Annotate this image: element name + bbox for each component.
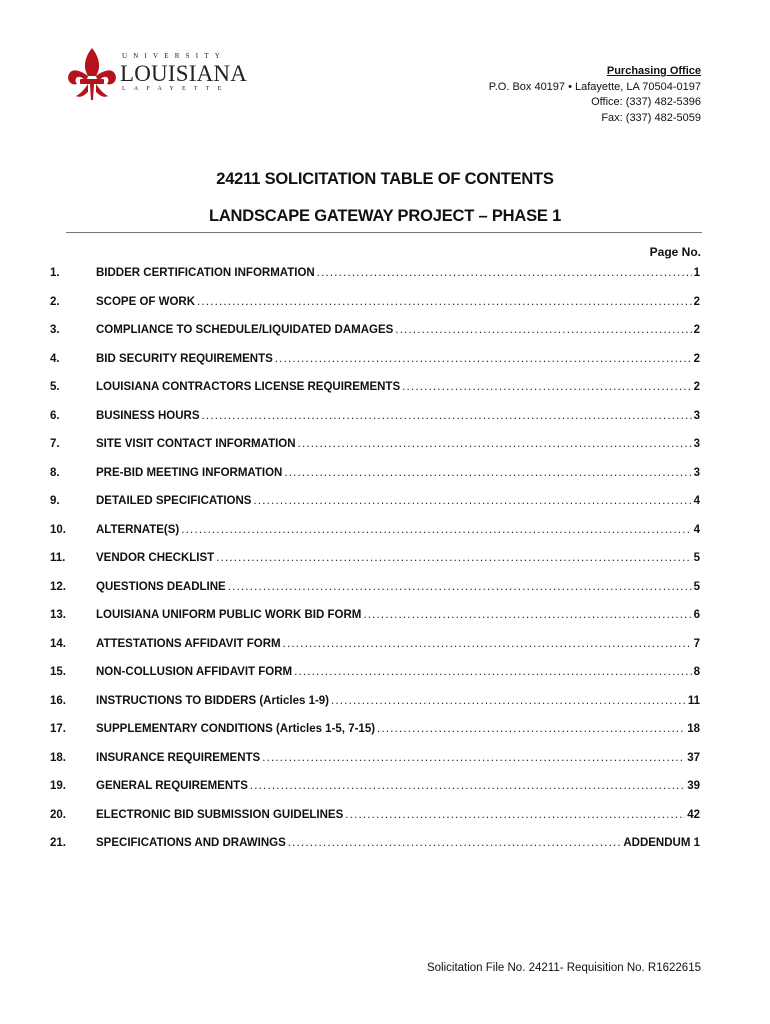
- toc-entry-page: 37: [687, 751, 700, 764]
- toc-entry-line: [96, 381, 700, 393]
- toc-dot-leader: [181, 524, 691, 536]
- toc-entry: [0, 377, 770, 397]
- toc-entry-number: 17.: [50, 723, 66, 735]
- toc-dot-leader: [395, 324, 691, 336]
- toc-dot-leader: [250, 780, 685, 792]
- toc-entry-label: SUPPLEMENTARY CONDITIONS (Articles 1-5, 7-15): [96, 723, 376, 735]
- toc-entry-number: 2.: [50, 295, 60, 308]
- toc-dot-leader: [377, 723, 685, 735]
- toc-entry: [0, 662, 770, 682]
- toc-entry: [0, 719, 770, 739]
- toc-dot-leader: [283, 638, 692, 650]
- toc-entry-number: 9.: [50, 495, 60, 507]
- toc-entry-line: [96, 780, 700, 792]
- toc-dot-leader: [202, 410, 692, 422]
- toc-entry-page: 5: [693, 552, 700, 564]
- toc-dot-leader: [331, 695, 686, 707]
- toc-entry-page: 4: [693, 495, 700, 507]
- toc-entry-number: 19.: [50, 780, 66, 792]
- document-subtitle: LANDSCAPE GATEWAY PROJECT – PHASE 1: [208, 207, 562, 225]
- title-divider: [66, 232, 702, 233]
- toc-entry: [0, 349, 770, 369]
- toc-dot-leader: [197, 296, 692, 308]
- toc-entry-label: BIDDER CERTIFICATION INFORMATION: [96, 267, 315, 279]
- toc-entry-line: [96, 296, 700, 308]
- toc-entry: [0, 320, 770, 340]
- toc-entry-number: 14.: [50, 637, 66, 650]
- toc-entry-label: VENDOR CHECKLIST: [96, 552, 215, 564]
- toc-entry-page: 4: [693, 523, 700, 536]
- toc-entry: [0, 634, 770, 654]
- toc-entry-label: QUESTIONS DEADLINE: [96, 580, 226, 593]
- toc-entry-label: LOUISIANA CONTRACTORS LICENSE REQUIREMENTS: [96, 381, 401, 393]
- toc-entry: [0, 805, 770, 825]
- toc-dot-leader: [284, 467, 691, 479]
- toc-entry-number: 21.: [50, 837, 66, 849]
- toc-entry-number: 15.: [50, 666, 66, 678]
- toc-entry-page: 2: [693, 352, 700, 365]
- toc-entry-page: ADDENDUM 1: [623, 837, 700, 849]
- toc-entry-line: [96, 438, 700, 450]
- toc-dot-leader: [345, 809, 685, 821]
- toc-entry-number: 13.: [50, 609, 66, 621]
- toc-entry: [0, 691, 770, 711]
- toc-dot-leader: [294, 666, 691, 678]
- toc-dot-leader: [262, 752, 685, 764]
- toc-entry-number: 10.: [50, 523, 66, 536]
- toc-entry-label: BID SECURITY REQUIREMENTS: [96, 352, 273, 365]
- toc-entry: [0, 548, 770, 568]
- toc-entry-page: 7: [693, 637, 700, 650]
- toc-entry-line: [96, 467, 700, 479]
- toc-entry-label: ALTERNATE(S): [96, 523, 180, 536]
- toc-entry-number: 18.: [50, 751, 66, 764]
- toc-dot-leader: [317, 267, 692, 279]
- toc-entry-line: [96, 353, 700, 365]
- toc-entry-number: 16.: [50, 694, 66, 707]
- toc-entry-label: SCOPE OF WORK: [96, 295, 196, 308]
- toc-dot-leader: [253, 495, 691, 507]
- toc-entry-label: ATTESTATIONS AFFIDAVIT FORM: [96, 637, 281, 650]
- office-address: P.O. Box 40197 • Lafayette, LA 70504-0197: [488, 80, 701, 93]
- toc-entry-line: [96, 723, 700, 735]
- toc-entry-number: 6.: [50, 409, 60, 422]
- toc-entry-page: 3: [693, 466, 700, 479]
- office-contact-block: [489, 64, 701, 126]
- toc-entry-line: [96, 410, 700, 422]
- toc-dot-leader: [228, 581, 692, 593]
- toc-entry-label: GENERAL REQUIREMENTS: [96, 780, 248, 792]
- toc-entry-page: 3: [693, 438, 700, 450]
- toc-entry: [0, 434, 770, 454]
- toc-entry: [0, 833, 770, 853]
- page-footer: Solicitation File No. 24211- Requisition No. R1622615: [426, 962, 701, 974]
- toc-entry-page: 39: [687, 780, 700, 792]
- toc-dot-leader: [402, 381, 691, 393]
- toc-entry-number: 20.: [50, 808, 66, 821]
- toc-entry-line: [96, 666, 700, 678]
- toc-entry-line: [96, 581, 700, 593]
- toc-entry-line: [96, 752, 700, 764]
- document-title: 24211 SOLICITATION TABLE OF CONTENTS: [216, 170, 554, 188]
- toc-entry-line: [96, 837, 700, 849]
- toc-entry-label: SITE VISIT CONTACT INFORMATION: [96, 438, 296, 450]
- logo-line-bottom: LAFAYETTE: [122, 86, 230, 92]
- toc-entry: [0, 292, 770, 312]
- toc-dot-leader: [288, 837, 622, 849]
- toc-entry-label: DETAILED SPECIFICATIONS: [96, 495, 252, 507]
- toc-entry-page: 3: [693, 409, 700, 422]
- toc-entry: [0, 605, 770, 625]
- toc-entry-label: COMPLIANCE TO SCHEDULE/LIQUIDATED DAMAGES: [96, 324, 394, 336]
- fleur-de-lis-icon: [66, 46, 118, 106]
- toc-entry-label: NON-COLLUSION AFFIDAVIT FORM: [96, 666, 293, 678]
- toc-entry: [0, 263, 770, 283]
- toc-entry-number: 11.: [50, 552, 66, 564]
- toc-entry-label: SPECIFICATIONS AND DRAWINGS: [96, 837, 286, 849]
- toc-entry-number: 1.: [50, 267, 60, 279]
- toc-entry-line: [96, 809, 700, 821]
- toc-entry-page: 18: [687, 723, 700, 735]
- toc-dot-leader: [363, 609, 691, 621]
- toc-entry: [0, 520, 770, 540]
- page-no-header: Page No.: [649, 245, 701, 259]
- toc-entry-line: [96, 495, 700, 507]
- office-title: Purchasing Office: [606, 65, 701, 77]
- toc-entry-line: [96, 638, 700, 650]
- toc-entry-line: [96, 695, 700, 707]
- toc-entry: [0, 406, 770, 426]
- toc-entry-page: 6: [693, 609, 700, 621]
- toc-entry-label: PRE-BID MEETING INFORMATION: [96, 466, 283, 479]
- toc-entry-page: 1: [693, 267, 700, 279]
- toc-entry-label: BUSINESS HOURS: [96, 409, 200, 422]
- toc-entry-page: 5: [693, 580, 700, 593]
- toc-entry-page: 2: [693, 324, 700, 336]
- toc-entry-page: 2: [693, 295, 700, 308]
- toc-entry-page: 42: [687, 808, 700, 821]
- toc-entry-line: [96, 609, 700, 621]
- toc-entry-line: [96, 552, 700, 564]
- toc-entry: [0, 463, 770, 483]
- toc-entry-line: [96, 524, 700, 536]
- office-phone: Office: (337) 482-5396: [591, 96, 701, 108]
- toc-entry: [0, 748, 770, 768]
- toc-entry-number: 12.: [50, 580, 66, 593]
- toc-entry-label: INSURANCE REQUIREMENTS: [96, 751, 261, 764]
- toc-entry-number: 7.: [50, 438, 60, 450]
- toc-entry: [0, 491, 770, 511]
- toc-entry-label: ELECTRONIC BID SUBMISSION GUIDELINES: [96, 808, 344, 821]
- toc-entry: [0, 776, 770, 796]
- toc-entry-label: LOUISIANA UNIFORM PUBLIC WORK BID FORM: [96, 609, 362, 621]
- toc-entry-page: 2: [693, 381, 700, 393]
- toc-entry-line: [96, 267, 700, 279]
- toc-entry-label: INSTRUCTIONS TO BIDDERS (Articles 1-9): [96, 694, 330, 707]
- toc-entry-number: 4.: [50, 352, 60, 365]
- toc-entry-number: 8.: [50, 466, 60, 479]
- logo-line-main: LOUISIANA: [120, 61, 248, 86]
- university-logo: [66, 46, 256, 108]
- logo-line-top: UNIVERSITY: [122, 52, 226, 60]
- toc-dot-leader: [298, 438, 692, 450]
- toc-dot-leader: [275, 353, 692, 365]
- toc-entry-page: 11: [687, 694, 700, 707]
- toc-dot-leader: [216, 552, 691, 564]
- toc-entry-number: 3.: [50, 324, 60, 336]
- office-fax: Fax: (337) 482-5059: [601, 111, 701, 124]
- toc-entry-number: 5.: [50, 381, 60, 393]
- toc-entry-line: [96, 324, 700, 336]
- toc-entry: [0, 577, 770, 597]
- toc-entry-page: 8: [693, 666, 700, 678]
